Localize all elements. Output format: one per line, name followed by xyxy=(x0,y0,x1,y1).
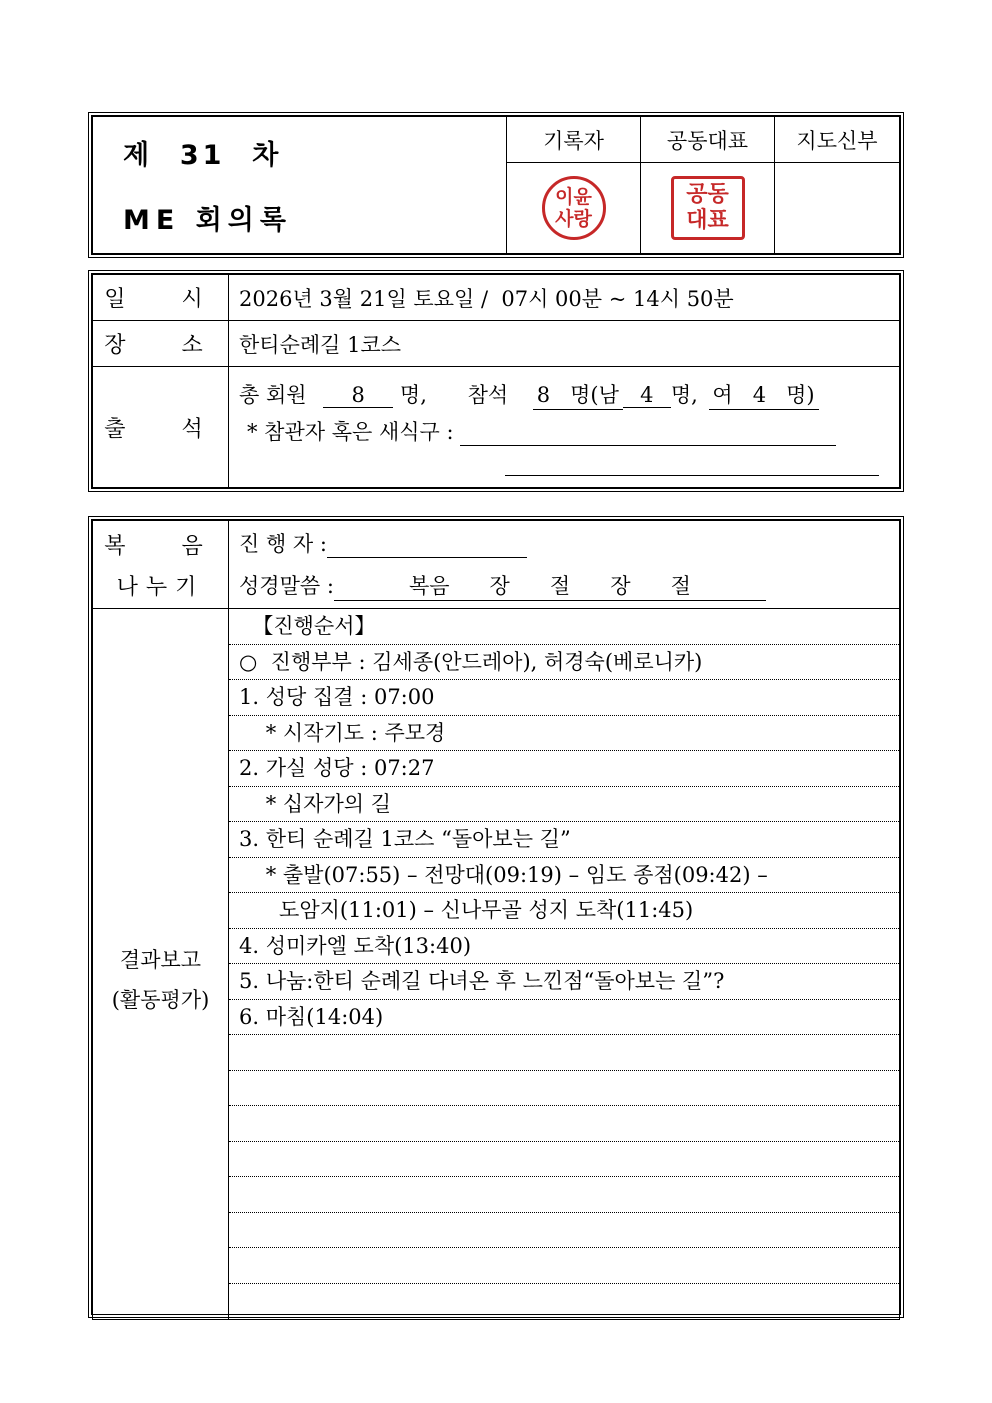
observer-row xyxy=(239,416,899,446)
total-members-label: 총 회원 xyxy=(239,383,307,407)
female-unit: 명) xyxy=(786,383,815,407)
observer-label: * 참관자 혹은 새식구 : xyxy=(247,420,454,444)
gospel-label-line1: 복 음 xyxy=(104,533,217,559)
date-label: 일 시 xyxy=(93,275,229,321)
report-line: 4. 성미카엘 도착(13:40) xyxy=(229,929,899,965)
document-title-cell xyxy=(93,117,507,254)
female-field xyxy=(709,379,819,410)
meeting-body-table xyxy=(92,520,900,1320)
copresident-seal-stamp xyxy=(671,176,745,240)
approval-role-recorder: 기록자 xyxy=(507,117,641,163)
report-lines xyxy=(229,609,899,1319)
total-members-value: 8 xyxy=(323,383,393,408)
observer-line-2 xyxy=(505,475,879,476)
report-line xyxy=(229,1213,899,1249)
document-title-line1: 제 31 차 xyxy=(123,140,283,171)
report-line: 【진행순서】 xyxy=(229,609,899,645)
report-line xyxy=(229,1071,899,1107)
attendance-counts xyxy=(239,379,899,410)
scripture-row xyxy=(239,570,899,601)
report-line: 3. 한티 순례길 1코스 “돌아보는 길” xyxy=(229,822,899,858)
date-value: 2026년 3월 21일 토요일 / 07시 00분 ~ 14시 50분 xyxy=(229,275,900,321)
document-title-line2: ME 회의록 xyxy=(123,205,292,236)
leader-label: 진 행 자 : xyxy=(239,532,327,556)
header-box xyxy=(88,112,904,258)
report-line xyxy=(229,1142,899,1178)
total-members-unit: 명, xyxy=(399,383,427,407)
leader-row xyxy=(239,528,899,558)
report-line: * 십자가의 길 xyxy=(229,787,899,823)
attend-label: 참석 xyxy=(467,383,509,407)
report-line xyxy=(229,1177,899,1213)
attend-count-value: 8 xyxy=(536,383,551,407)
place-value: 한티순례길 1코스 xyxy=(229,321,900,367)
attend-unit: 명(남 xyxy=(570,383,619,407)
report-line: ○ 진행부부 : 김세종(안드레아), 허경숙(베로니카) xyxy=(229,645,899,681)
gospel-label-cell xyxy=(93,521,229,609)
attendance-label: 출 석 xyxy=(93,367,229,488)
header-table xyxy=(92,116,900,254)
report-label-line1: 결과보고 xyxy=(119,948,202,972)
report-label-cell xyxy=(93,609,229,1320)
gospel-content-cell xyxy=(229,521,900,609)
scripture-label: 성경말씀 : xyxy=(239,574,334,598)
recorder-seal-bottom: 사랑 xyxy=(555,208,592,230)
attend-count-field xyxy=(533,379,623,410)
info-box xyxy=(88,270,904,492)
approval-stamp-recorder-cell xyxy=(507,163,641,254)
female-label: 여 xyxy=(712,383,733,407)
recorder-seal-top: 이윤 xyxy=(555,186,592,208)
approval-stamp-priest-cell xyxy=(775,163,900,254)
info-table xyxy=(92,274,900,488)
report-line: 5. 나눔:한티 순례길 다녀온 후 느낀점“돌아보는 길”? xyxy=(229,964,899,1000)
observer-line-1 xyxy=(460,423,836,446)
attendance-cell xyxy=(229,367,900,488)
report-content-cell xyxy=(229,609,900,1320)
approval-stamp-copresident-cell xyxy=(641,163,775,254)
male-count-value: 4 xyxy=(623,383,671,408)
report-label-line2: (활동평가) xyxy=(111,988,210,1012)
report-line: 1. 성당 집결 : 07:00 xyxy=(229,680,899,716)
leader-value xyxy=(327,535,527,558)
approval-role-priest: 지도신부 xyxy=(775,117,900,163)
report-line xyxy=(229,1035,899,1071)
approval-role-copresident: 공동대표 xyxy=(641,117,775,163)
copresident-seal-bottom: 대표 xyxy=(686,208,729,233)
place-label: 장 소 xyxy=(93,321,229,367)
report-line xyxy=(229,1248,899,1284)
report-line: * 시작기도 : 주모경 xyxy=(229,716,899,752)
report-line: 도암지(11:01) – 신나무골 성지 도착(11:45) xyxy=(229,893,899,929)
scripture-value: 복음 장 절 장 절 xyxy=(334,570,766,601)
report-line xyxy=(229,1106,899,1142)
female-count-value: 4 xyxy=(752,383,767,407)
recorder-seal-stamp xyxy=(542,176,606,240)
male-unit: 명, xyxy=(670,383,698,407)
copresident-seal-top: 공동 xyxy=(686,182,729,207)
report-line xyxy=(229,1284,899,1320)
meeting-body-box xyxy=(88,516,904,1318)
report-line: * 출발(07:55) – 전망대(09:19) – 임도 종점(09:42) – xyxy=(229,858,899,894)
report-line: 2. 가실 성당 : 07:27 xyxy=(229,751,899,787)
gospel-label-line2: 나누기 xyxy=(116,574,205,600)
report-line: 6. 마침(14:04) xyxy=(229,1000,899,1036)
